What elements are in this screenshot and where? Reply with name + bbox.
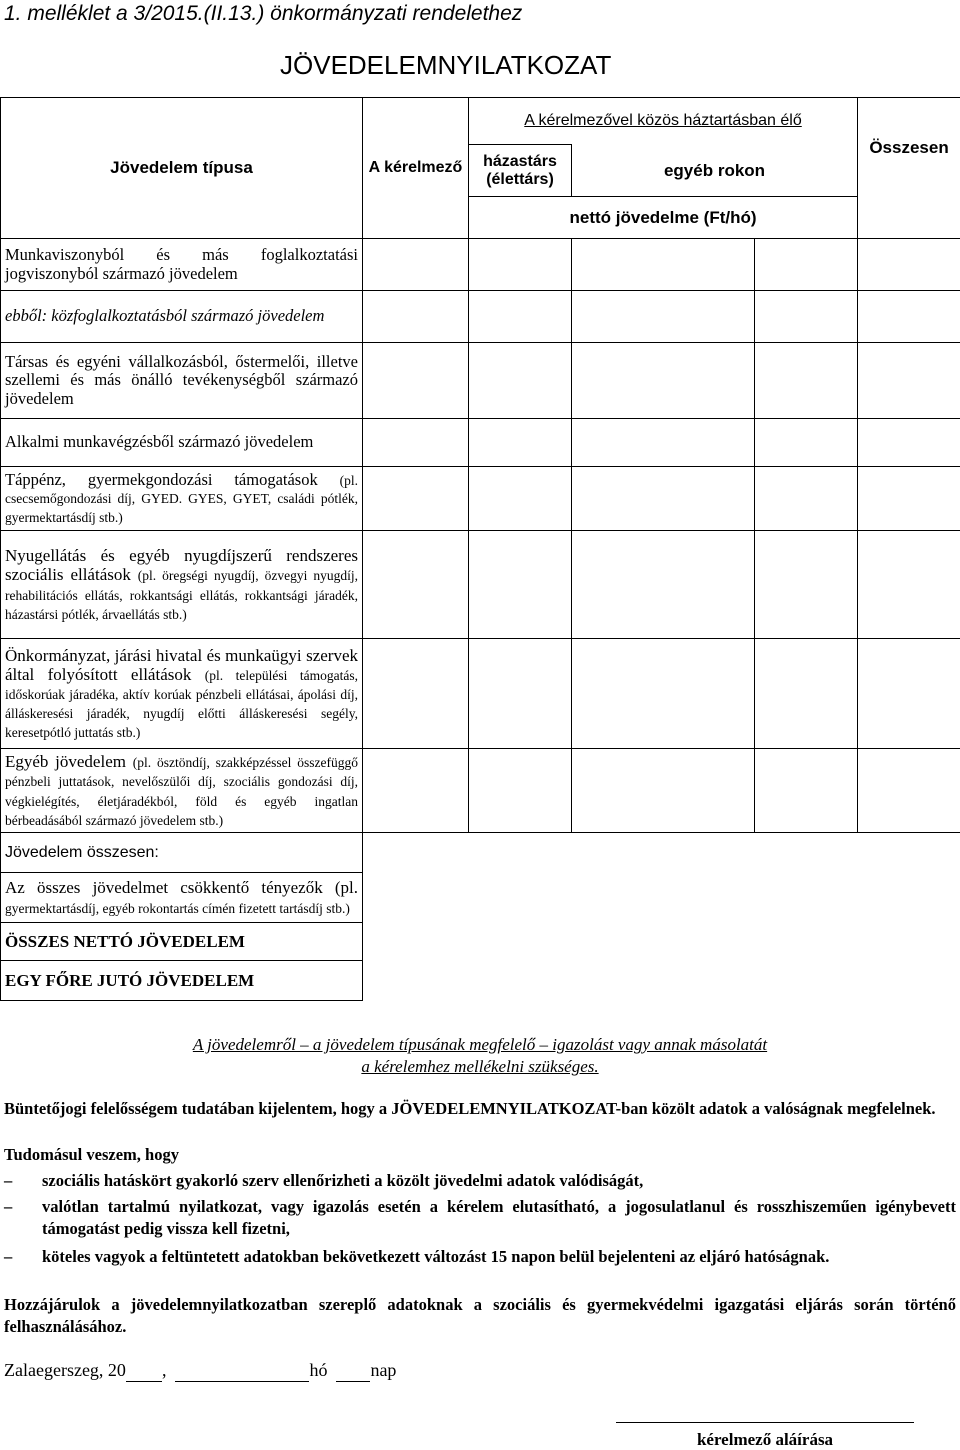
signature-line[interactable] [616, 1422, 914, 1423]
income-type-label: Jövedelem összesen: [1, 833, 363, 873]
year-field[interactable] [126, 1360, 162, 1382]
income-grid [0, 97, 960, 1027]
comma: , [162, 1360, 167, 1380]
day-field[interactable] [336, 1360, 370, 1382]
bullet-text: valótlan tartalmú nyilatkozat, vagy igazolás esetén a kérelem elutasítható, a jogosulatlanul és rosszhiszeműen igénybevett támogatást pedig vissza kell fizetni, [42, 1196, 956, 1240]
consent-text: Hozzájárulok a jövedelemnyilatkozatban szereplő adatoknak a szociális és gyermekvédelmi igazgatási eljárás során történő felhasználásához. [4, 1294, 956, 1338]
income-type-label: Táppénz, gyermekgondozási támogatások (pl. csecsemőgondozási díj, GYED. GYES, GYET, családi pótlék, gyermektartásdíj stb.) [1, 467, 363, 531]
header-spouse: házastárs (élettárs) [469, 145, 572, 197]
income-type-label: Társas és egyéni vállalkozásból, őstermelői, illetve szellemi és más önálló tevékenységből származó jövedelem [1, 343, 363, 419]
income-type-label: Az összes jövedelmet csökkentő tényezők (pl. gyermektartásdíj, egyéb rokontartás címén fizetett tartásdíj stb.) [1, 873, 363, 923]
month-word: hó [309, 1360, 327, 1380]
day-word: nap [370, 1360, 396, 1380]
header-income-type: Jövedelem típusa [1, 98, 363, 239]
acknowledge-text: Tudomásul veszem, hogy [4, 1144, 956, 1166]
bullet-dash: – [4, 1246, 30, 1268]
bullet-text: szociális hatáskört gyakorló szerv ellenőrizheti a közölt jövedelmi adatok valódiságát, [42, 1170, 956, 1192]
declaration-text: Büntetőjogi felelősségem tudatában kijelentem, hogy a JÖVEDELEMNYILATKOZAT-ban közölt adatok a valóságnak megfelelnek. [4, 1098, 956, 1120]
attachment-note [0, 1034, 960, 1078]
attachment-note-line-2: a kérelemhez mellékelni szükséges. [361, 1057, 598, 1076]
income-type-label: ebből: közfoglalkoztatásból származó jövedelem [1, 291, 363, 343]
regulation-reference: 1. melléklet a 3/2015.(II.13.) önkormányzati rendelethez [4, 2, 522, 26]
header-applicant: A kérelmező [363, 98, 469, 239]
income-type-label: Egyéb jövedelem (pl. ösztöndíj, szakképzéssel összefüggő pénzbeli juttatások, nevelőszülői díj, szociális gondozási díj, végkielégítés, életjáradékból, föld és egyéb ingatlan bérbeadásából származó jövedelem stb.) [1, 749, 363, 833]
income-type-label: Munkaviszonyból és más foglalkoztatási jogviszonyból származó jövedelem [1, 239, 363, 291]
signature-label: kérelmező aláírása [616, 1430, 914, 1450]
bullet-dash: – [4, 1170, 30, 1192]
place-prefix: Zalaegerszeg, 20 [4, 1360, 126, 1380]
income-type-label: ÖSSZES NETTÓ JÖVEDELEM [1, 923, 363, 961]
page-title: JÖVEDELEMNYILATKOZAT [0, 50, 960, 81]
income-type-label: Önkormányzat, járási hivatal és munkaügyi szervek által folyósított ellátások (pl. települési támogatás, időskorúak járadéka, aktív korúak pénzbeli ellátásai, ápolási díj, álláskeresési járadék, nyugdíj előtti álláskeresési segély, keresetpótló juttatás stb.) [1, 639, 363, 749]
income-type-label: Nyugellátás és egyéb nyugdíjszerű rendszeres szociális ellátások (pl. öregségi nyugdíj, özvegyi nyugdíj, rehabilitációs ellátás, rokkantsági ellátás, rokkantsági járadék, házastársi pótlék, árvaellátás stb.) [1, 531, 363, 639]
month-field[interactable] [175, 1360, 309, 1382]
header-household: A kérelmezővel közös háztartásban élő [469, 98, 858, 145]
header-relative: egyéb rokon [572, 145, 858, 197]
income-type-label: EGY FŐRE JUTÓ JÖVEDELEM [1, 961, 363, 1001]
place-date-line [4, 1360, 396, 1382]
bullet-dash: – [4, 1196, 30, 1218]
list-item [4, 1246, 956, 1268]
attachment-note-line-1: A jövedelemről – a jövedelem típusának megfelelő – igazolást vagy annak másolatát [193, 1035, 767, 1054]
header-total: Összesen [858, 98, 960, 239]
bullet-text: köteles vagyok a feltüntetett adatokban bekövetkezett változást 15 napon belül bejelenteni az eljáró hatóságnak. [42, 1246, 956, 1268]
income-type-label: Alkalmi munkavégzésből származó jövedelem [1, 419, 363, 467]
header-net-income: nettó jövedelme (Ft/hó) [469, 197, 858, 239]
list-item [4, 1170, 956, 1192]
list-item [4, 1196, 956, 1240]
